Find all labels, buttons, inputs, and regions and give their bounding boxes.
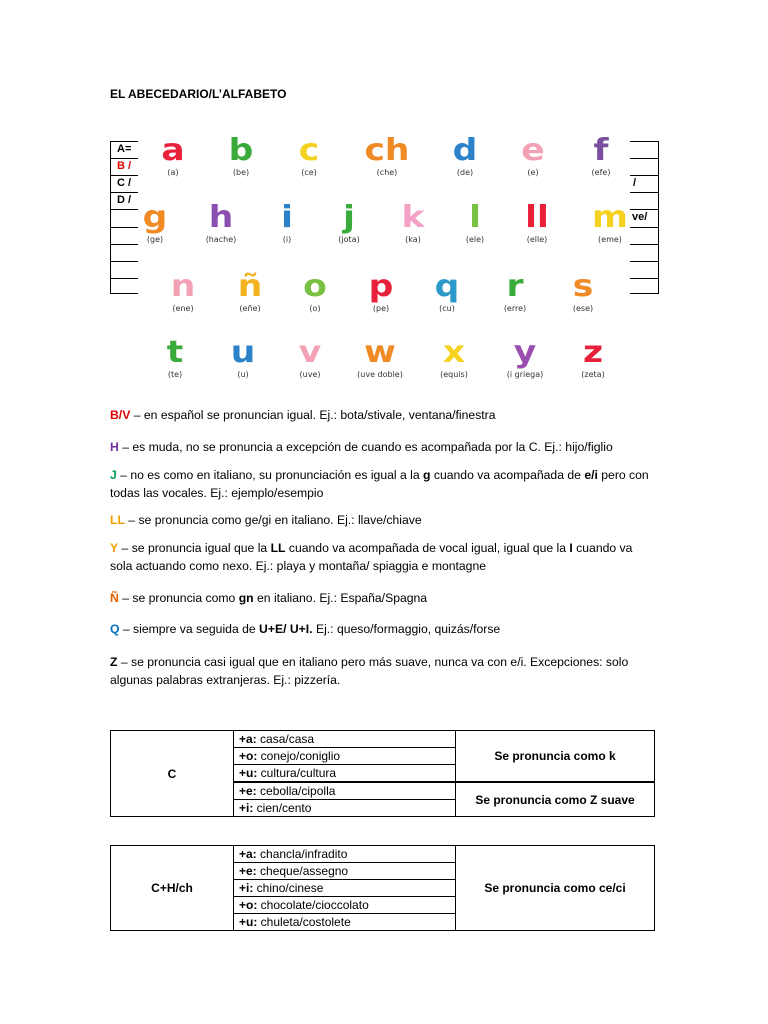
letter-glyph: o: [303, 269, 327, 304]
note-text: – no es como en italiano, su pronunciación es igual a la: [116, 468, 424, 482]
letter-glyph: s: [572, 269, 594, 304]
letter-glyph: c: [298, 133, 320, 168]
letter-glyph: b: [228, 133, 254, 168]
note-text: – se pronuncia como: [118, 591, 239, 605]
table-row: +u: chuleta/costolete: [234, 914, 456, 931]
letter-name: (elle): [526, 235, 548, 244]
table-c-result-z: Se pronuncia como Z suave: [456, 782, 655, 817]
table-ch-result: Se pronuncia como ce/ci: [456, 846, 655, 931]
note-text: cuando va acompañada de vocal igual, igual que la: [285, 541, 570, 555]
note-text: U+E/ U+I.: [259, 622, 313, 636]
note-label: LL: [110, 513, 125, 527]
note-text: g: [423, 468, 431, 482]
table-row: +e: cebolla/cipolla: [234, 782, 456, 800]
table-label-c: C /: [117, 177, 132, 189]
letter-glyph: x: [442, 335, 466, 370]
note-enye: [110, 589, 658, 607]
note-label: J: [110, 468, 117, 482]
letter-name: (ge): [146, 235, 164, 244]
letter-glyph: ll: [525, 200, 549, 235]
note-text: Ej.: queso/formaggio, quizás/forse: [312, 622, 501, 636]
note-h: [110, 438, 658, 456]
note-j: [110, 466, 658, 502]
note-text: en italiano. Ej.: España/Spagna: [253, 591, 428, 605]
letter-glyph: d: [452, 133, 478, 168]
table-label-a: A=: [117, 143, 132, 155]
letter-glyph: ñ: [237, 269, 263, 304]
note-label: Ñ: [110, 591, 119, 605]
table-ch-head: C+H/ch: [111, 846, 234, 931]
letter-1: [206, 134, 276, 177]
letter-14: [575, 200, 648, 244]
note-text: – siempre va seguida de: [119, 622, 260, 636]
letter-27: [490, 336, 560, 379]
letter-name: (de): [456, 168, 474, 177]
letter-glyph: p: [368, 269, 394, 304]
letter-name: (hache): [205, 235, 237, 244]
letter-glyph: f: [593, 133, 609, 168]
letter-glyph: q: [434, 269, 460, 304]
letter-19: [412, 270, 482, 313]
letter-glyph: e: [521, 133, 545, 168]
letter-name: (ele): [465, 235, 485, 244]
letter-4: [430, 134, 500, 177]
note-label: Q: [110, 622, 120, 636]
letter-20: [480, 270, 550, 313]
note-label: Y: [110, 541, 119, 555]
table-row: +a: casa/casa: [234, 731, 456, 748]
note-text: – es muda, no se pronuncia a excepción de cuando es acompañada por la C. Ej.: hijo/figlio: [118, 440, 613, 454]
letter-glyph: l: [469, 200, 481, 235]
letter-glyph: h: [208, 200, 234, 235]
letter-7: [120, 201, 190, 244]
note-text: cuando va acompañada de: [430, 468, 585, 482]
letter-name: (ce): [301, 168, 317, 177]
letter-13: [502, 201, 572, 244]
letter-glyph: v: [298, 335, 322, 370]
letter-name: (equis): [440, 370, 468, 379]
note-z: [110, 653, 658, 689]
note-ll: [110, 511, 658, 529]
letter-glyph: m: [592, 200, 628, 235]
letter-name: (efe): [591, 168, 611, 177]
letter-glyph: k: [401, 200, 425, 235]
letter-3: [352, 134, 422, 177]
alphabet-image: [138, 128, 630, 380]
table-row: +u: cultura/cultura: [234, 765, 456, 783]
table-ch: [110, 845, 655, 931]
letter-5: [498, 134, 568, 177]
table-row: +o: chocolate/cioccolato: [234, 897, 456, 914]
letter-name: (i griega): [506, 370, 544, 379]
letter-name: (te): [167, 370, 183, 379]
letter-26: [419, 336, 489, 379]
note-text: e/i: [584, 468, 598, 482]
note-text: LL: [270, 541, 286, 555]
letter-28: [558, 336, 628, 379]
note-text: – en español se pronuncian igual. Ej.: bota/stivale, ventana/finestra: [130, 408, 496, 422]
letter-21: [548, 270, 618, 313]
letter-15: [148, 270, 218, 313]
letter-name: (zeta): [581, 370, 605, 379]
note-text: – se pronuncia como ge/gi en italiano. Ej.: llave/chiave: [124, 513, 422, 527]
letter-8: [186, 201, 256, 244]
letter-name: (i): [282, 235, 292, 244]
letter-2: [274, 134, 344, 177]
table-label-d: D /: [117, 194, 132, 206]
note-label: B/V: [110, 408, 131, 422]
letter-name: (pe): [372, 304, 390, 313]
note-text: pero con todas las vocales. Ej.: ejemplo/esempio: [110, 468, 649, 500]
table-c: [110, 730, 655, 817]
table-row: +i: chino/cinese: [234, 880, 456, 897]
letter-glyph: z: [582, 335, 604, 370]
table-label-b: B /: [117, 160, 132, 172]
page-title: EL ABECEDARIO/L’ALFABETO: [110, 87, 287, 101]
letter-22: [140, 336, 210, 379]
table-row: +a: chancla/infradito: [234, 846, 456, 863]
letter-25: [345, 336, 415, 379]
table-row: +e: cheque/assegno: [234, 863, 456, 880]
letter-glyph: y: [513, 335, 537, 370]
table-row: +o: conejo/coniglio: [234, 748, 456, 765]
table-fragment: ve/: [632, 211, 648, 223]
letter-name: (uve doble): [357, 370, 403, 379]
letter-glyph: j: [343, 200, 355, 235]
table-fragment: /: [633, 177, 637, 189]
letter-glyph: i: [281, 200, 293, 235]
table-c-result-k: Se pronuncia como k: [456, 731, 655, 783]
table-c-head: C: [111, 731, 234, 817]
letter-name: (cu): [439, 304, 455, 313]
letter-23: [208, 336, 278, 379]
letter-name: (eñe): [239, 304, 261, 313]
note-text: gn: [238, 591, 254, 605]
letter-name: (o): [309, 304, 321, 313]
letter-glyph: a: [161, 133, 185, 168]
letter-glyph: u: [230, 335, 256, 370]
letter-17: [280, 270, 350, 313]
letter-18: [346, 270, 416, 313]
letter-name: (ka): [405, 235, 421, 244]
note-y: [110, 539, 658, 575]
letter-name: (erre): [503, 304, 527, 313]
letter-name: (e): [527, 168, 539, 177]
note-bv: [110, 406, 658, 424]
letter-glyph: n: [170, 269, 196, 304]
letter-name: (ene): [172, 304, 194, 313]
letter-glyph: t: [166, 335, 184, 370]
letter-glyph: w: [364, 335, 396, 370]
letter-name: (eme): [598, 235, 622, 244]
letter-24: [275, 336, 345, 379]
note-text: cuando va sola actuando como nexo. Ej.: playa y montaña/ spiaggia e montagne: [110, 541, 633, 573]
letter-6: [566, 134, 636, 177]
letter-name: (jota): [338, 235, 360, 244]
letter-name: (be): [232, 168, 250, 177]
note-text: I: [569, 541, 573, 555]
note-q: [110, 620, 658, 638]
table-row: +i: cien/cento: [234, 800, 456, 817]
letter-name: (a): [167, 168, 179, 177]
letter-name: (uve): [299, 370, 321, 379]
letter-glyph: ch: [364, 133, 410, 168]
note-text: – se pronuncia igual que la: [118, 541, 271, 555]
letter-glyph: g: [142, 200, 168, 235]
letter-0: [138, 134, 208, 177]
letter-name: (che): [376, 168, 398, 177]
letter-name: (u): [237, 370, 249, 379]
letter-glyph: r: [506, 269, 524, 304]
note-text: – se pronuncia casi igual que en italiano pero más suave, nunca va con e/i. Excepciones: solo algunas palabras extranjeras. Ej.: pizzería.: [110, 655, 629, 687]
note-label: Z: [110, 655, 118, 669]
letter-name: (ese): [572, 304, 594, 313]
note-label: H: [110, 440, 119, 454]
